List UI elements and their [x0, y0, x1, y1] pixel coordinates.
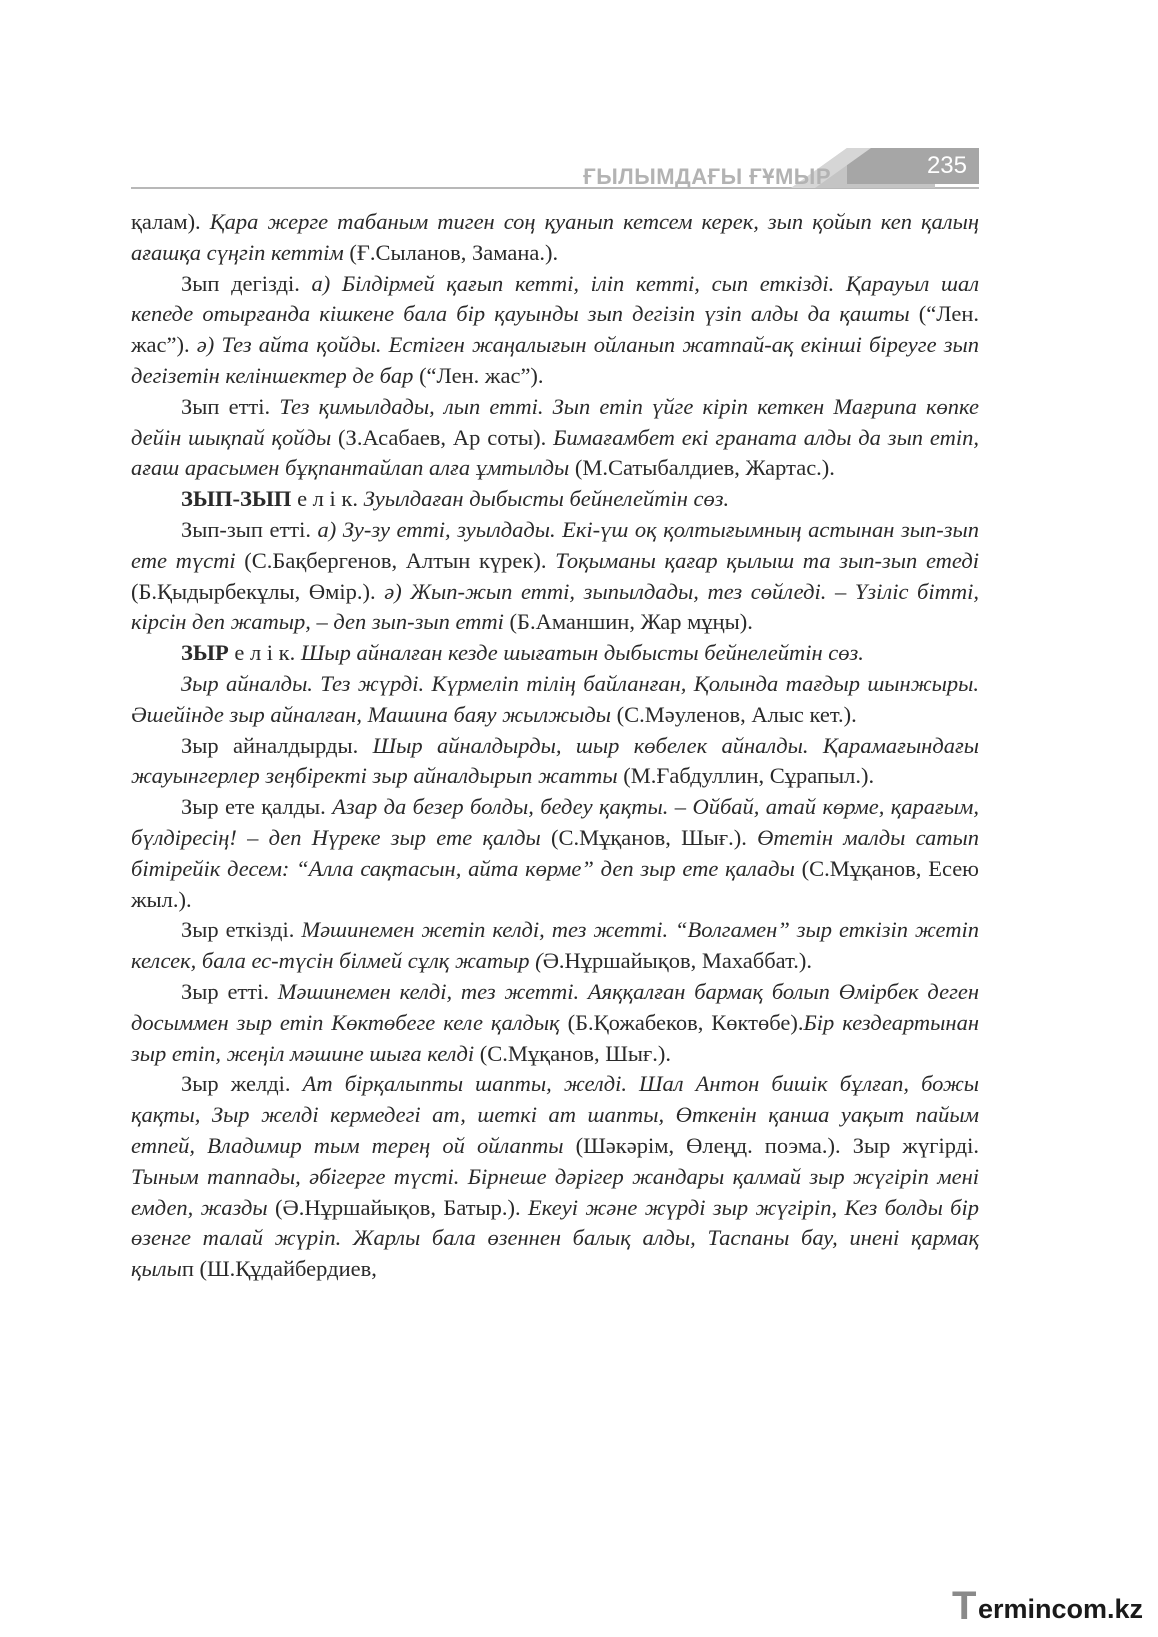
paragraph [131, 484, 979, 515]
italic-text: Екеуі және жүрді зыр жүгіріп, Кез болды бір өзенге талай жүріп. Жарлы бала өзеннен балық алды, Таспаны бау, инені қармақ қылы [131, 1194, 979, 1282]
italic-text: Зыр айналды. Тез жүрді. Күрмеліп тілің байланған, Қолында тағдыр шынжыры. Әшейінде зыр айналған, Машина баяу жылжыды [131, 670, 979, 727]
text-run: е л і к. [228, 640, 301, 666]
italic-text: Зуылдаған дыбысты бейнелейтін сөз. [363, 486, 730, 512]
text-run: Зыр еткізді. [181, 917, 302, 943]
italic-text: а) Білдірмей қағып кетті, іліп кетті, сып еткізді. Қарауыл шал кепеде отырғанда кішкене бала бір қауынды зып дегізіп үзіп алды да қашты [131, 270, 980, 327]
text-run: е л і к. [291, 486, 364, 512]
text-run: Зып етті. [181, 393, 280, 419]
paragraph [131, 915, 979, 977]
watermark-letter: T [952, 1584, 977, 1628]
header-decoration [131, 148, 979, 196]
text-run: (С.Мұқанов, Шығ.). [474, 1040, 671, 1066]
page-number: 235 [926, 152, 967, 179]
text-run: (З.Асабаев, Ар соты). [331, 424, 554, 450]
text-run: Ә.Нұршайықов, Махаббат.). [542, 948, 812, 974]
text-run: (Ғ.Сыланов, Замана.). [343, 239, 559, 265]
italic-text: Мәшинемен жетіп келді, тез жетті. “Волгамен” зыр еткізіп жетіп келсек, бала ес-түсін білмей сұлқ жатыр ( [131, 917, 979, 974]
paragraph [131, 1069, 979, 1285]
italic-text: Өтетін малды сатып бітірейік десем: “Алла сақтасын, айта көрме” деп зыр ете қалады [131, 824, 980, 881]
text-run: (“Лен. жас”). [131, 301, 979, 358]
italic-text: а) Зу-зу етті, зуылдады. Екі-үш оқ қолтығымның астынан зып-зып ете түсті [131, 516, 979, 573]
paragraph [131, 638, 979, 669]
italic-text: Тез қимылдады, лып етті. Зып етіп үйге кіріп кеткен Мағрипа көпке дейін шықпай қойды [131, 393, 979, 450]
text-run: қалам). [131, 209, 210, 234]
text-run: (С.Мәуленов, Алыс кет.). [610, 701, 857, 727]
text-run: Зып дегізді. [181, 270, 312, 296]
text-run: Зыр желді. [181, 1071, 303, 1097]
italic-text: Тыным таппады, әбігерге түсті. Бірнеше дәрігер жандары қалмай зыр жүгіріп мені емдеп, жазды [131, 1163, 979, 1220]
italic-text: ә) Жып-жып етті, зыпылдады, тез сөйледі. – Үзіліс бітті, кірсін деп жатыр, – деп зып-зып етті [131, 578, 979, 635]
paragraph [131, 669, 979, 731]
italic-text: Азар да безер болды, бедеу қақты. – Ойбай, атай көрме, қарағым, бүлдіресің! – деп Нүреке зыр ете қалды [131, 794, 980, 850]
paragraph [131, 977, 979, 1069]
italic-text: Мәшинемен келді, тез жетті. Аяққалған бармақ болып Өмірбек деген досыммен зыр етіп Көктөбеге келе қалдық [131, 978, 979, 1035]
text-run: (Б.Қожабеков, Көктөбе). [559, 1009, 804, 1035]
text-run: Зыр етті. [181, 978, 278, 1004]
italic-text: Бимағамбет екі граната алды да зып етіп, ағаш арасымен бұқпантайлап алға ұмтылды [131, 424, 979, 481]
text-run: (М.Сатыбалдиев, Жартас.). [569, 455, 835, 481]
text-run: (Ә.Нұршайықов, Батыр.). [267, 1194, 529, 1220]
header-title: ҒЫЛЫМДАҒЫ ҒҰМЫР [583, 164, 831, 189]
italic-text: Ат бірқалыпты шапты, желді. Шал Антон бишік бұлғап, божы қақты, Зыр желді кермедегі ат, шеткі ат шапты, Өткенін қанша уақыт пайым етпей, Владимир тым терең ой ойлапты [131, 1071, 979, 1158]
text-run: (М.Ғабдуллин, Сұрапыл.). [617, 763, 875, 789]
italic-text: Бір кездеартынан зыр етіп, жеңіл мәшине шыға келді [131, 1009, 979, 1066]
italic-text: Тоқыманы қағар қылыш та зып-зып етеді [555, 547, 979, 573]
watermark-logo [948, 1584, 1148, 1630]
italic-text: Шыр айналдырды, шыр көбелек айналды. Қарамағындағы жауынгерлер зеңбіректі зыр айналдырып жатты [131, 732, 979, 789]
running-header [131, 148, 979, 196]
paragraph [131, 269, 979, 392]
text-run: (“Лен. жас”). [413, 362, 544, 388]
text-run: (Б.Аманшин, Жар мұңы). [503, 609, 753, 635]
body-text [131, 207, 979, 1285]
text-run: (С.Бақбергенов, Алтын күрек). [235, 547, 556, 573]
paragraph [131, 392, 979, 484]
text-run: (Шәкәрім, Өлеңд. поэма.). Зыр жүгірді. [563, 1132, 979, 1158]
paragraph [131, 792, 979, 915]
text-run: Зып-зып етті. [181, 516, 318, 542]
italic-text: Шыр айналған кезде шығатын дыбысты бейнелейтін сөз. [300, 640, 864, 666]
text-run: (Б.Қыдырбекұлы, Өмір.). [131, 578, 385, 604]
text-run: Зыр айналдырды. [181, 732, 373, 758]
italic-text: ә) Тез айта қойды. Естіген жаңалығын ойланып жатпай-ақ екінші біреуге зып дегізетін келіншектер де бар [131, 332, 979, 388]
paragraph [131, 515, 979, 638]
text-run: п (Ш.Құдайбердиев, [181, 1256, 377, 1282]
paragraph [131, 207, 979, 269]
watermark-text: ermincom.kz [978, 1594, 1144, 1624]
headword: ЗЫП-ЗЫП [181, 486, 292, 512]
text-run: Зыр ете қалды. [181, 794, 333, 820]
text-run: (С.Мұқанов, Есею жыл.). [131, 855, 979, 912]
paragraph [131, 731, 979, 793]
italic-text: Қара жерге табаным тиген соң қуанып кетсем керек, зып қойып кеп қалың ағашқа сүңгіп кеттім [131, 209, 979, 265]
headword: ЗЫР [181, 640, 229, 666]
text-run: (С.Мұқанов, Шығ.). [540, 824, 758, 850]
